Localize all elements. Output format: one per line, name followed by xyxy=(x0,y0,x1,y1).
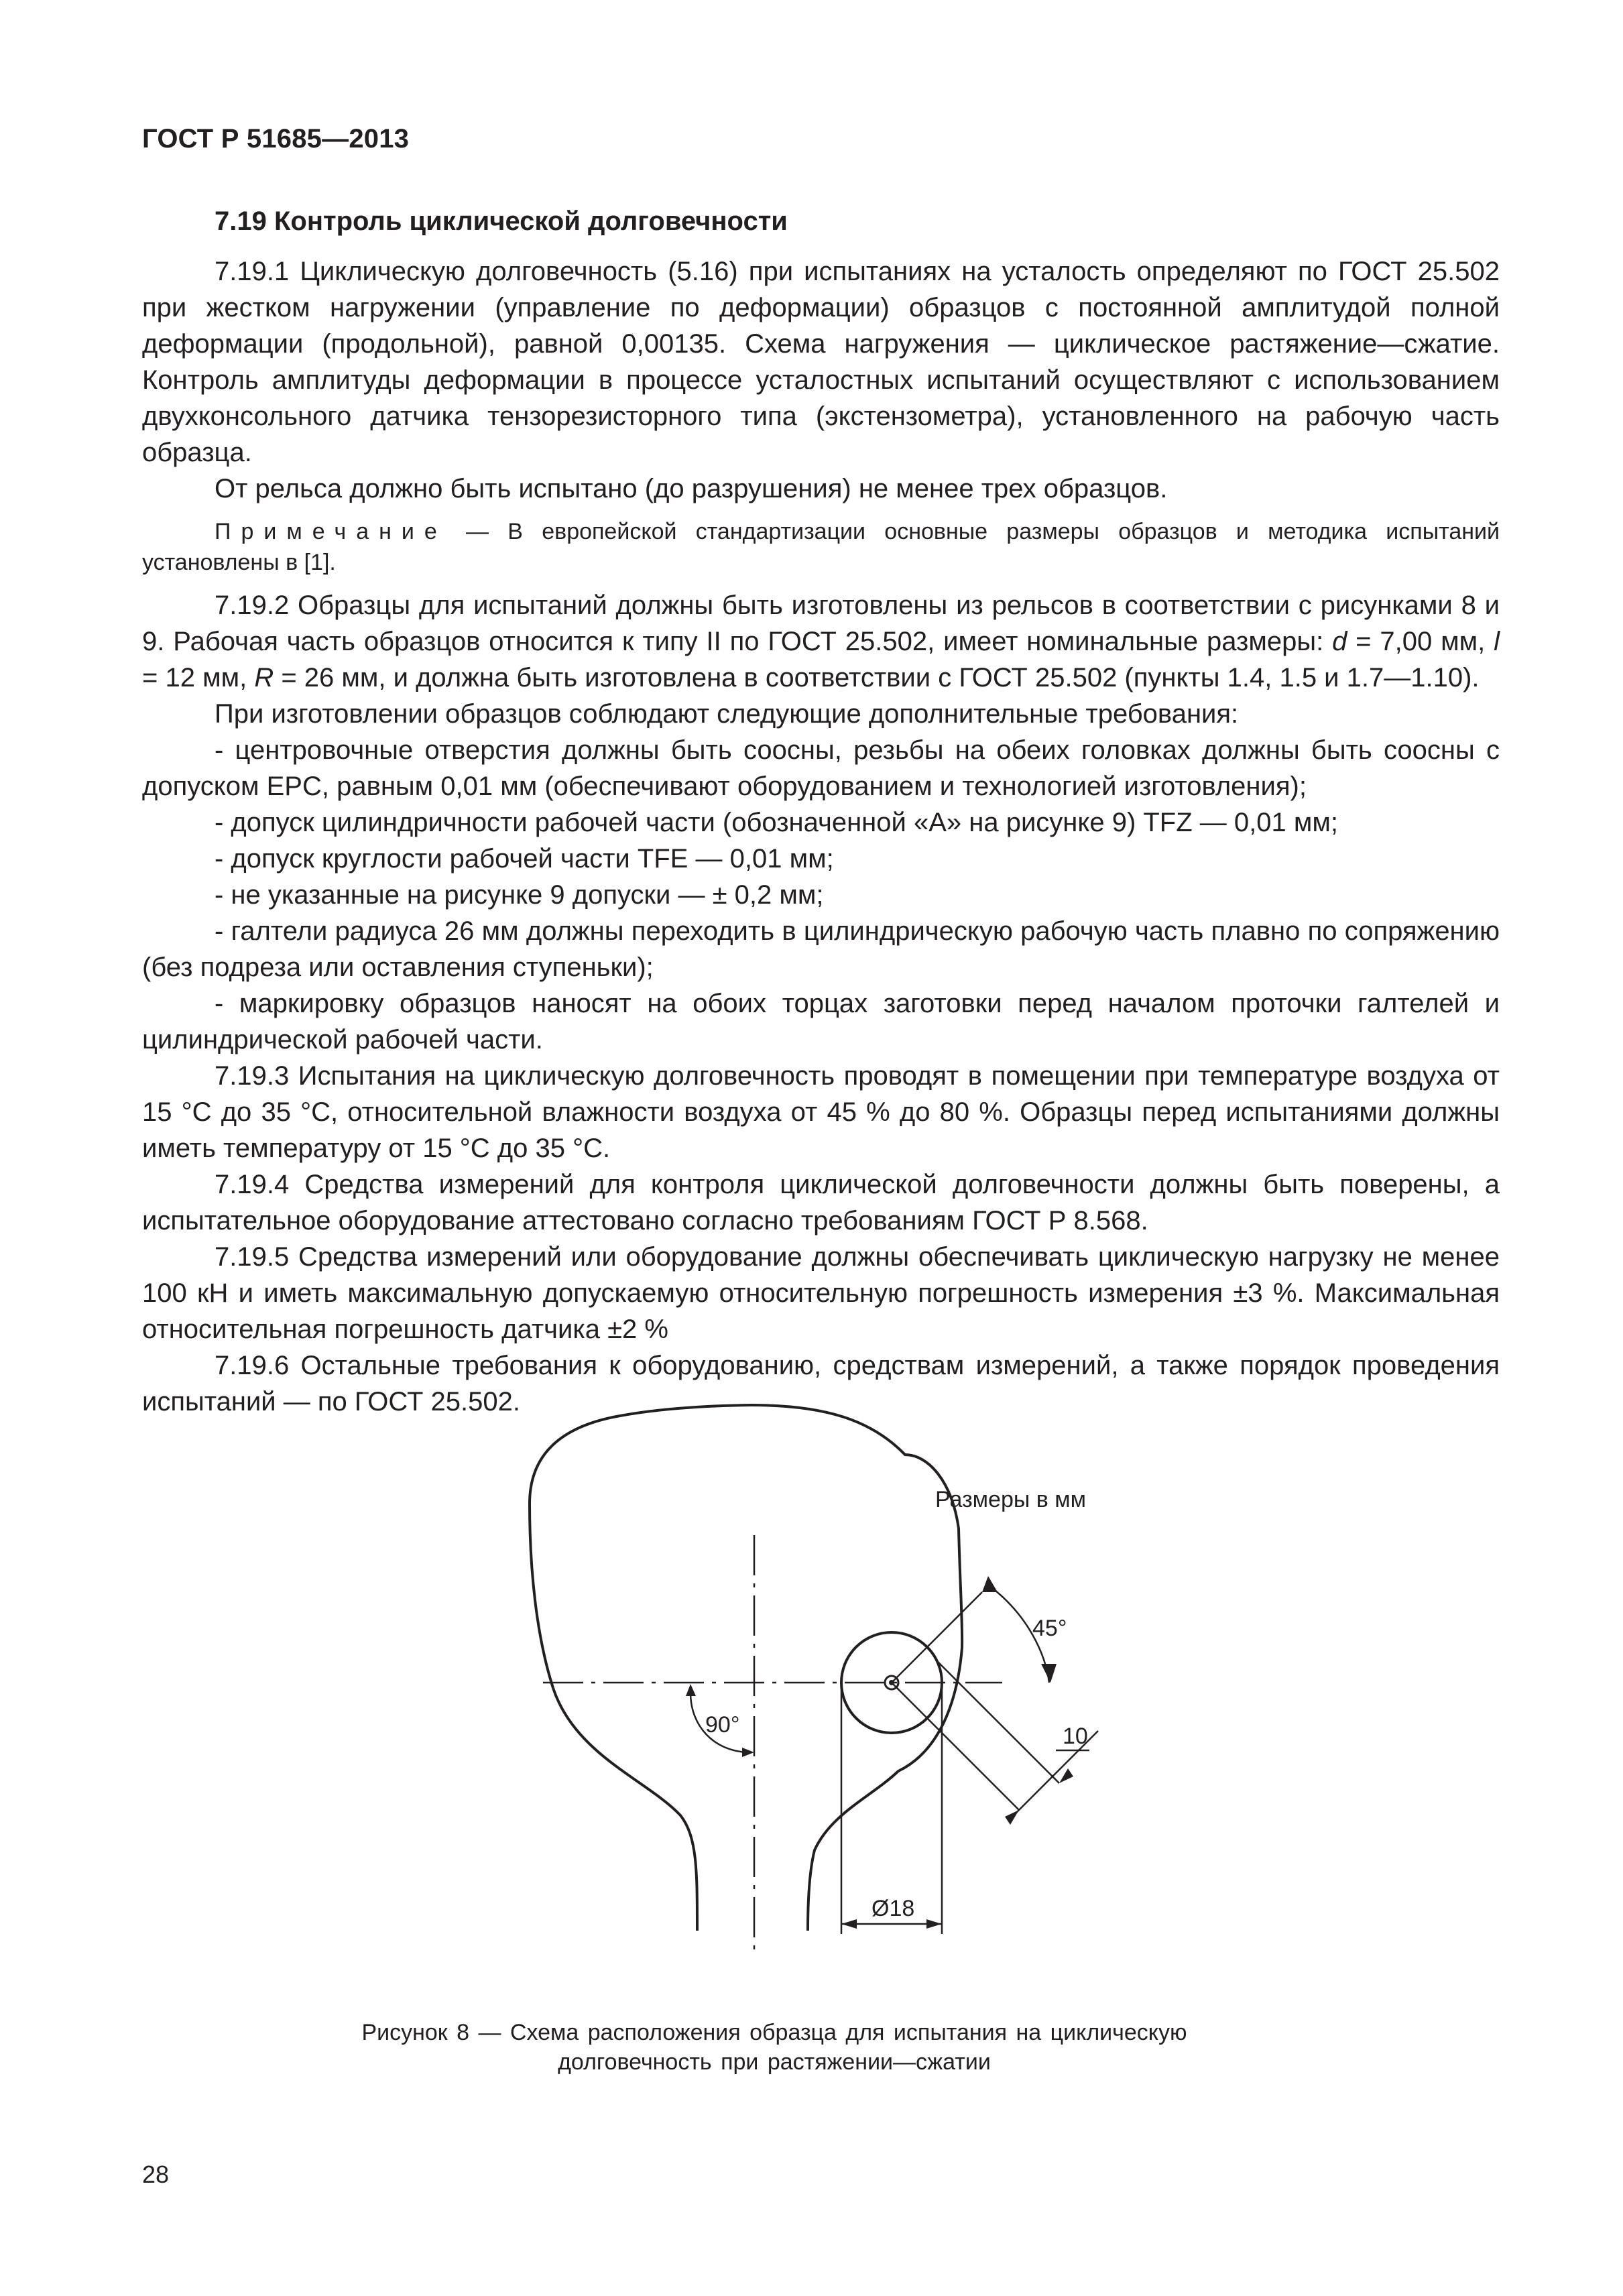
figure-caption xyxy=(268,2018,1280,2077)
list-item: - маркировку образцов наносят на обоих торцах заготовки перед началом проточки галтелей и цилиндрической рабочей части. xyxy=(142,989,1500,1054)
arrow-head xyxy=(841,1919,857,1929)
p3-text-a: 7.19.2 Образцы для испытаний должны быть изготовлены из рельсов в соответствии с рисунками 8 и 9. Рабочая часть образцов относится к типу II по ГОСТ 25.502, имеет номинальные размеры: xyxy=(142,591,1500,656)
arrow-head xyxy=(742,1748,754,1757)
note-label: Примечание xyxy=(215,519,447,544)
paragraph-7-19-6: 7.19.6 Остальные требования к оборудованию, средствам измерений, а также порядок проведения испытаний — по ГОСТ 25.502. xyxy=(142,1351,1500,1416)
diagonal-line xyxy=(892,1592,982,1683)
arrow-head xyxy=(982,1576,998,1592)
list-item: - центровочные отверстия должны быть соосны, резьбы на обеих головках должны быть соосны с допуском EPC, равным 0,01 мм (обеспечивают оборудованием и технологией изготовления); xyxy=(142,735,1500,801)
rail-web-left xyxy=(553,1688,697,1931)
arrow-head xyxy=(1059,1768,1073,1783)
page-number: 28 xyxy=(142,2161,170,2188)
section-heading: 7.19 Контроль циклической долговечности xyxy=(215,206,788,236)
paragraph-7-19-1: 7.19.1 Циклическую долговечность (5.16) при испытаниях на усталость определяют по ГОСТ 25.502 при жестком нагружении (управление по деформации) образцов с постоянной амплитудой полной деформации (продольной), равной 0,00135. Схема нагружения — циклическое растяжение—сжатие. Контроль амплитуды деформации в процессе усталостных испытаний осуществляют с использованием двухконсольного датчика тензорезисторного типа (экстензометра), установленного на рабочую часть образца. xyxy=(142,257,1500,467)
dim-extension xyxy=(937,1661,1059,1783)
paragraph-7-19-5: 7.19.5 Средства измерений или оборудование должны обеспечивать циклическую нагрузку не менее 100 кН и иметь максимальную допускаемую относительную погрешность измерения ±3 %. Максимальная относительная погрешность датчика ±2 % xyxy=(142,1242,1500,1344)
symbol-R: R xyxy=(254,663,274,692)
paragraph-7-19-3: 7.19.3 Испытания на циклическую долговечность проводят в помещении при температуре воздуха от 15 °С до 35 °С, относительной влажности воздуха от 45 % до 80 %. Образцы перед испытаниями должны иметь температуру от 15 °С до 35 °С. xyxy=(142,1061,1500,1163)
paragraph-sample-count: От рельса должно быть испытано (до разрушения) не менее трех образцов. xyxy=(215,474,1168,503)
paragraph-7-19-4: 7.19.4 Средства измерений для контроля циклической долговечности должны быть поверены, а испытательное оборудование аттестовано согласно требованиям ГОСТ Р 8.568. xyxy=(142,1170,1500,1235)
dim-extension xyxy=(892,1683,1019,1810)
list-item: - допуск цилиндричности рабочей части (обозначенной «А» на рисунке 9) TFZ — 0,01 мм; xyxy=(215,808,1338,837)
list-item: - не указанные на рисунке 9 допуски — ± 0,2 мм; xyxy=(215,880,824,910)
paragraph-requirements-intro: При изготовлении образцов соблюдают следующие дополнительные требования: xyxy=(215,699,1239,729)
angle-90-label: 90° xyxy=(705,1712,740,1738)
p3-text-b: = 7,00 мм, xyxy=(1347,627,1494,656)
arrow-head xyxy=(926,1919,942,1929)
symbol-d: d xyxy=(1332,627,1347,656)
caption-line-2: долговечность при растяжении—сжатии xyxy=(558,2049,991,2075)
dim-d18-label: Ø18 xyxy=(871,1896,915,1921)
list-item: - допуск круглости рабочей части TFE — 0,01 мм; xyxy=(215,844,834,873)
sizes-note: Размеры в мм xyxy=(935,1487,1087,1512)
list-item: - галтели радиуса 26 мм должны переходить в цилиндрическую рабочую часть плавно по сопряжению (без подреза или оставления ступеньки); xyxy=(142,916,1500,982)
document-header: ГОСТ Р 51685—2013 xyxy=(142,124,410,154)
arrow-head xyxy=(686,1684,696,1696)
arrow-head xyxy=(1005,1810,1019,1825)
rail-profile xyxy=(530,1405,962,1931)
angle-45-label: 45° xyxy=(1032,1616,1067,1641)
p3-text-c: = 12 мм, xyxy=(142,663,255,692)
caption-line-1: Рисунок 8 — Схема расположения образца для испытания на циклическую xyxy=(361,2020,1187,2045)
p3-text-e: = 26 мм, и должна быть изготовлена в соответствии с ГОСТ 25.502 (пункты 1.4, 1.5 и 1.7—1.10). xyxy=(274,663,1480,692)
symbol-l: l xyxy=(1494,627,1500,656)
dim-10-label: 10 xyxy=(1063,1724,1088,1749)
note-text: — В европейской стандартизации основные размеры образцов и методика испытаний установлены в [1]. xyxy=(142,519,1500,575)
